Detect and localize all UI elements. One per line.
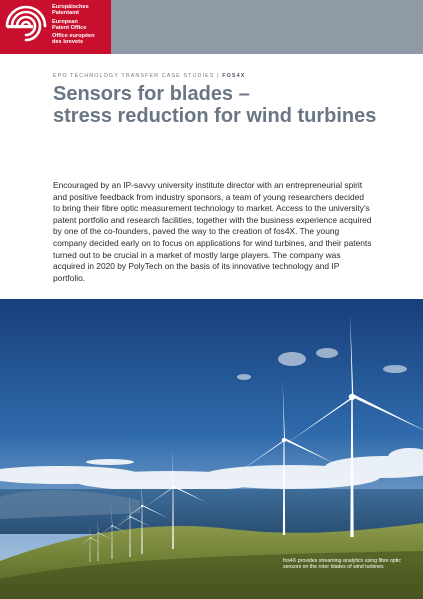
wind-turbines-photo bbox=[0, 299, 423, 599]
logo-line: Office européen bbox=[52, 33, 95, 40]
page-title bbox=[53, 83, 393, 127]
logo-line: Europäisches bbox=[52, 4, 89, 10]
series-label bbox=[53, 73, 245, 79]
logo-text-english bbox=[52, 19, 110, 32]
intro-paragraph: Encouraged by an IP-savvy university institute director with an entrepreneurial spirit and positive feedback from industry sponsors, a team of young researchers decided to bring their fibre optic measurement technology to market. Access to the university's patent portfolio and research facilities, together with the business experience acquired by one of the co-founders, paved the way to the creation of fos4X. The young company decided early on to focus on applications for wind turbines, and their patents turned out to be crucial in a market of mostly large players. The company was acquired in 2020 by PolyTech on the basis of its innovative technology and IP portfolio. bbox=[53, 180, 372, 283]
logo-text-german bbox=[52, 4, 110, 17]
logo-line: Patentamt bbox=[52, 10, 80, 17]
page-header bbox=[0, 0, 423, 54]
photo-caption: fos4X provides streaming analytics using fibre optic sensors on the rotor blades of wind turbines bbox=[283, 558, 401, 571]
header-bar bbox=[111, 0, 423, 54]
series-label-company: FOS4X bbox=[222, 73, 246, 79]
epo-logo[interactable] bbox=[0, 0, 111, 54]
epo-spiral-icon bbox=[4, 4, 48, 48]
logo-line: Patent Office bbox=[52, 24, 87, 31]
logo-text-french bbox=[52, 33, 110, 46]
series-label-prefix: EPO TECHNOLOGY TRANSFER CASE STUDIES | bbox=[53, 73, 223, 79]
title-line-1: Sensors for blades – bbox=[53, 83, 250, 105]
logo-line: des brevets bbox=[52, 39, 84, 46]
logo-line: European bbox=[52, 18, 78, 25]
epo-logo-text bbox=[52, 4, 110, 48]
title-line-2: stress reduction for wind turbines bbox=[53, 105, 377, 127]
